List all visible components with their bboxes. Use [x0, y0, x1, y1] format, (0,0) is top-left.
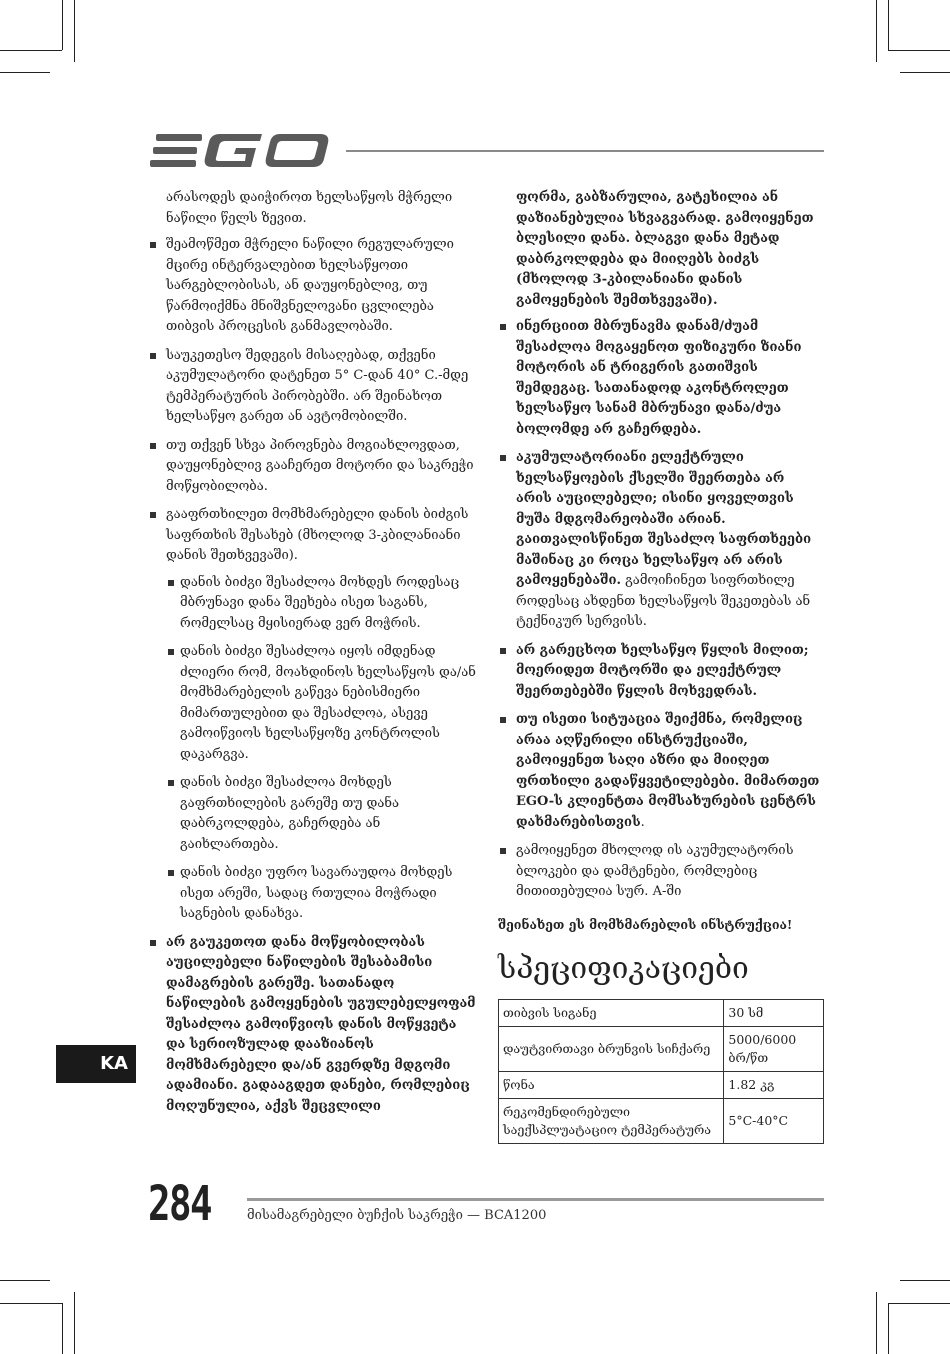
list-item: საუკეთესო შედეგის მისაღებად, თქვენი აკუმულატორი დატენეთ 5° C-დან 40° C.-მდე ტემპერატურის პირობებში. არ შეინახოთ ხელსაწყო გარეთ ან ავტომობილში.: [148, 346, 478, 428]
crop-mark: [0, 50, 62, 51]
crop-mark: [888, 0, 889, 50]
list-item: არ გაუკეთოთ დანა მოწყობილობას აუცილებელი ნაწილების შესაბამისი დამაგრების გარეშე. სათანადო ნაწილების გამოყენების უგულებელყოფამ შესაძლოა გამოიწვიოს დანის მოწყვეტა და სერიოზულად დააზიანოს მომხმარებელი და/ან გვერდზე მდგომი ადამიანი. გადააგდეთ დანები, რომლებიც მოღუნულია, აქვს შეცვლილი: [148, 933, 478, 1118]
footer-text: მისამაგრებელი ბუჩქის საკრეჭი — BCA1200: [247, 1208, 547, 1223]
right-continuation-text: ფორმა, გაბზარულია, გატეხილია ან დაზიანებულია სხვაგვარად. გამოიყენეთ ბლესილი დანა. ბლაგვი დანა მეტად დაბრკოლდება და მიიღებს ბიძგს (მხოლოდ 3-კბილანიანი დანის გამოყენების შემთხვევაში).: [516, 190, 814, 308]
right-column: [498, 188, 824, 1144]
crop-mark: [900, 72, 950, 73]
list-item-bold-text: აკუმულატორიანი ელექტრული ხელსაწყოების ქსელში შეერთება არ არის აუცილებელი; ისინი ყოველთვის მუშა მდგომარეობაში არიან. გაითვალისწინეთ შესაძლო საფრთხეები მაშინაც კი როცა ხელსაწყო არ არის გამოყენებაში.: [516, 450, 812, 588]
list-item: არ გარეცხოთ ხელსაწყო წყლის მილით; მოერიდეთ მოტორში და ელექტრულ შეერთებებში წყლის მოხვედრას.: [498, 641, 824, 703]
footer-rule: [247, 1198, 824, 1201]
crop-mark: [62, 1303, 63, 1354]
list-item: თუ თქვენ სხვა პიროვნება მოგიახლოვდათ, დაუყონებლივ გააჩერეთ მოტორი და საკრეჭი მოწყობილობა.: [148, 436, 478, 498]
instruction-note: შეინახეთ ეს მომხმარებლის ინსტრუქცია!: [498, 916, 793, 932]
spec-label: თიბვის სიგანე: [499, 999, 724, 1026]
list-item: [498, 448, 824, 633]
list-item-regular-text: .: [640, 814, 645, 830]
spec-value: 1.82 კგ: [724, 1071, 824, 1098]
spec-value: 5000/6000 ბრ/წთ: [724, 1026, 824, 1071]
table-row: [499, 1098, 824, 1143]
spec-label: დაუტვირთავი ბრუნვის სიჩქარე: [499, 1026, 724, 1071]
ego-logo: [150, 130, 330, 172]
spec-label: რეკომენდირებული საექსპლუატაციო ტემპერატურა: [499, 1098, 724, 1143]
table-row: [499, 999, 824, 1026]
left-bullet-list: [148, 235, 478, 1117]
left-continuation-text: არასოდეს დაიჭიროთ ხელსაწყოს მჭრელი ნაწილი წელს ზევით.: [166, 190, 453, 226]
table-row: [499, 1026, 824, 1071]
header-rule: [346, 150, 824, 152]
sub-bullet-list: [166, 573, 478, 925]
crop-mark: [888, 50, 950, 51]
page-number: 284: [148, 1176, 211, 1232]
list-item: ინერციით მბრუნავმა დანამ/ძუამ შესაძლოა მოგაყენოთ ფიზიკური ზიანი მოტორის ან ტრიგერის გათიშვის შემდეგაც. სათანადოდ აკონტროლეთ ხელსაწყო სანამ მბრუნავი დანა/ძუა ბოლომდე არ გაჩერდება.: [498, 317, 824, 440]
crop-mark: [876, 0, 877, 62]
crop-mark: [74, 0, 75, 62]
language-tab: KA: [56, 1045, 136, 1083]
sub-list-item: დანის ბიძგი უფრო სავარაუდოა მოხდეს ისეთ არეში, სადაც რთულია მოჭრადი საგნების დანახვა.: [166, 863, 478, 925]
crop-mark: [0, 1303, 62, 1304]
list-item-bold-text: თუ ისეთი სიტუაცია შეიქმნა, რომელიც არაა აღწერილი ინსტრუქციაში, გამოიყენეთ საღი აზრი და მიიღეთ ფრთხილი გადაწყვეტილებები. მიმართეთ EGO-ს კლიენტთა მომსახურების ცენტრს დახმარებისთვის: [516, 712, 820, 830]
list-item: გამოიყენეთ მხოლოდ ის აკუმულატორის ბლოკები და დამტენები, რომლებიც მითითებულია სურ. A-ში: [498, 841, 824, 903]
spec-heading: სპეციფიკაციები: [498, 950, 749, 986]
spec-value: 5°C-40°C: [724, 1098, 824, 1143]
spec-value: 30 სმ: [724, 999, 824, 1026]
crop-mark: [62, 0, 63, 50]
spec-table: [498, 999, 824, 1144]
crop-mark: [876, 1292, 877, 1354]
list-item-regular-text: გამოიჩინეთ სიფრთხილე როდესაც ახდენთ ხელსაწყოს შეკეთებას ან ტექნიკურ სერვისს.: [516, 573, 811, 629]
sub-list-item: დანის ბიძგი შესაძლოა მოხდეს გაფრთხილების გარეშე თუ დანა დაბრკოლდება, გაჩერდება ან გაიხლართება.: [166, 773, 478, 855]
list-item: შეამოწმეთ მჭრელი ნაწილი რეგულარული მცირე ინტერვალებით ხელსაწყოთი სარგებლობისას, ან დაუყონებლივ, თუ წარმოიქმნა მნიშვნელოვანი ცვლილება თიბვის პროცესის განმავლობაში.: [148, 235, 478, 338]
list-item-text: გააფრთხილეთ მომხმარებელი დანის ბიძგის საფრთხის შესახებ (მხოლოდ 3-კბილანიანი დანის შეთხვევაში).: [166, 507, 469, 563]
sub-list-item: დანის ბიძგი შესაძლოა მოხდეს როდესაც მბრუნავი დანა შეეხება ისეთ საგანს, რომელსაც მყისიერად ვერ მოჭრის.: [166, 573, 478, 635]
crop-mark: [0, 72, 50, 73]
crop-mark: [900, 1280, 950, 1281]
list-item: [148, 505, 478, 925]
crop-mark: [888, 1303, 889, 1354]
spec-label: წონა: [499, 1071, 724, 1098]
table-row: [499, 1071, 824, 1098]
crop-mark: [888, 1303, 950, 1304]
sub-list-item: დანის ბიძგი შესაძლოა იყოს იმდენად ძლიერი რომ, მოახდინოს ხელსაწყოს და/ან მომხმარებელის გაწევა ნებისმიერი მიმართულებით და შესაძლოა, ასევე გამოიწვიოს ხელსაწყოზე კონტროლის დაკარგვა.: [166, 642, 478, 765]
list-item: [498, 710, 824, 833]
crop-mark: [0, 1280, 50, 1281]
left-column: [148, 188, 478, 1125]
crop-mark: [74, 1292, 75, 1354]
right-bullet-list: [498, 317, 824, 903]
